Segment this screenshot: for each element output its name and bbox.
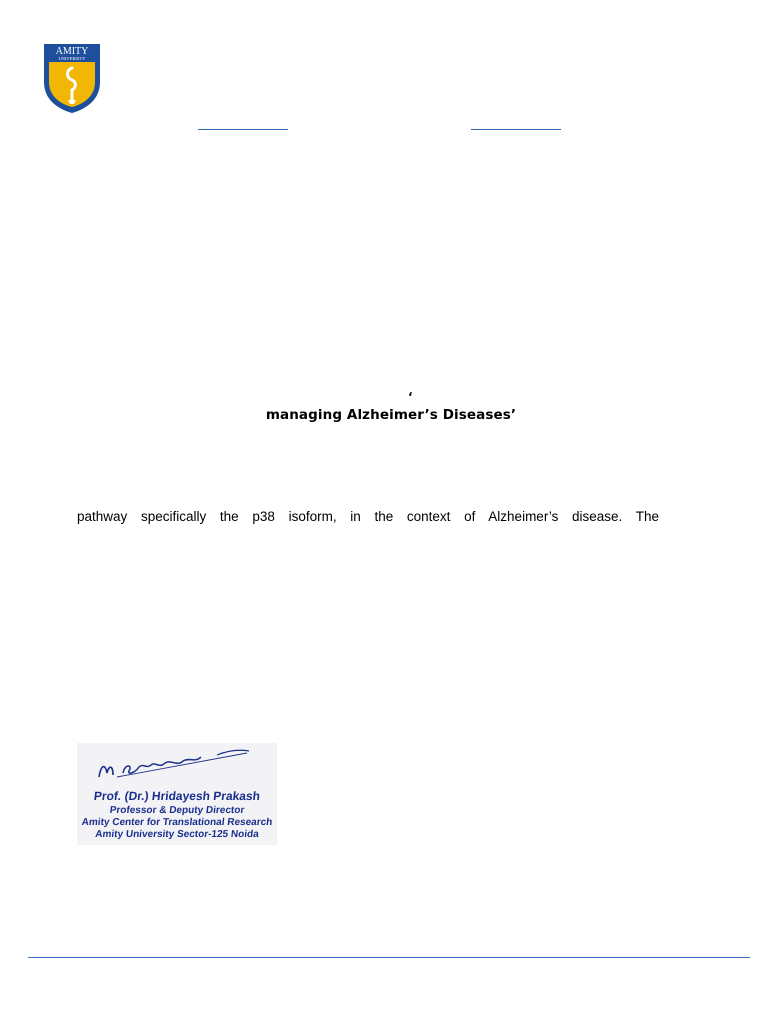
body-text-line: pathway specifically the p38 isoform, in the context of Alzheimer’s disease. The bbox=[77, 509, 659, 524]
signature-stamp bbox=[77, 743, 277, 845]
amity-university-logo bbox=[42, 42, 102, 114]
title-open-quote: ‘ bbox=[408, 390, 413, 404]
signatory-name: Prof. (Dr.) Hridayesh Prakash bbox=[93, 789, 261, 803]
handwritten-signature-icon bbox=[77, 743, 277, 789]
logo-text-university: UNIVERSITY bbox=[58, 56, 86, 61]
header-rule-left bbox=[198, 129, 288, 130]
document-title-line: managing Alzheimer’s Diseases’ bbox=[265, 407, 517, 423]
footer-rule bbox=[28, 957, 750, 958]
logo-text-amity: AMITY bbox=[55, 46, 89, 57]
amity-university-crest-icon bbox=[42, 42, 102, 114]
signatory-department: Amity Center for Translational Research bbox=[81, 817, 273, 828]
signatory-designation: Professor & Deputy Director bbox=[109, 805, 245, 816]
signatory-address: Amity University Sector-125 Noida bbox=[94, 829, 260, 840]
header-rule-right bbox=[471, 129, 561, 130]
